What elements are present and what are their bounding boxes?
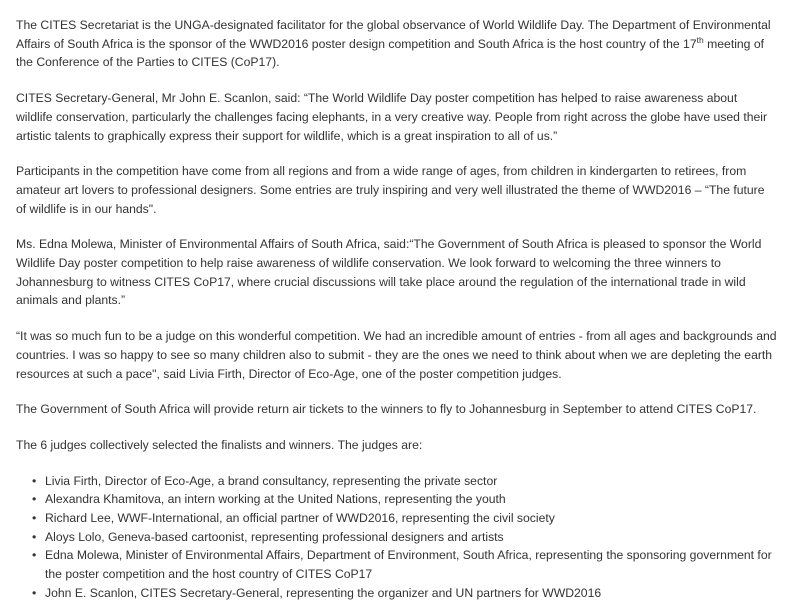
judge-text: John E. Scanlon, CITES Secretary-General, representing the organizer and UN partners for WWD2016 <box>45 585 602 600</box>
paragraph-cites-secretariat-text-end: meeting of the Conference of the Parties to CITES (CoP17). <box>16 36 765 70</box>
judge-text: Alexandra Khamitova, an intern working at the United Nations, representing the youth <box>45 492 506 507</box>
bullet-icon: • <box>32 511 37 526</box>
judge-text: Richard Lee, WWF-International, an official partner of WWD2016, representing the civil society <box>45 511 555 526</box>
list-item <box>32 528 777 547</box>
paragraph-air-tickets: The Government of South Africa will provide return air tickets to the winners to fly to Johannesburg in September to attend CITES CoP17. <box>16 402 757 417</box>
bullet-icon: • <box>32 529 37 544</box>
bullet-icon: • <box>32 492 37 507</box>
paragraph-minister-quote: Ms. Edna Molewa, Minister of Environmental Affairs of South Africa, said:“The Government of South Africa is pleased to sponsor the World Wildlife Day poster competition to help raise awareness of wildlife conservation. We look forward to welcoming the three winners to Johannesburg to witness CITES CoP17, where crucial discussions will take place around the regulation of the international trade in wild animals and plants.” <box>16 237 762 308</box>
judge-text: Edna Molewa, Minister of Environmental Affairs, Department of Environment, South Africa, representing the sponsoring government for the poster competition and the host country of CITES CoP17 <box>45 548 772 582</box>
ordinal-suffix: th <box>696 34 704 45</box>
judges-list <box>16 472 777 603</box>
bullet-icon: • <box>32 473 37 488</box>
paragraph-participants: Participants in the competition have come from all regions and from a wide range of ages, from children in kindergarten to retirees, from amateur art lovers to professional designers. Some entries are truly inspiring and very well illustrated the theme of WWD2016 – “The future of wildlife is in our hands". <box>16 164 765 216</box>
paragraph-secretary-general-quote: CITES Secretary-General, Mr John E. Scanlon, said: “The World Wildlife Day poster competition has helped to raise awareness about wildlife conservation, particularly the challenges facing elephants, in a very creative way. People from right across the globe have used their artistic talents to graphically express their support for wildlife, which is a great inspiration to all of us.” <box>16 91 768 143</box>
list-item <box>32 509 777 528</box>
list-item <box>32 584 777 603</box>
paragraph-cites-secretariat <box>16 16 777 72</box>
paragraph-judges-intro: The 6 judges collectively selected the finalists and winners. The judges are: <box>16 437 423 452</box>
bullet-icon: • <box>32 585 37 600</box>
paragraph-judge-quote: “It was so much fun to be a judge on this wonderful competition. We had an incredible amount of entries - from all ages and backgrounds and countries. I was so happy to see so many children also to submit - they are the ones we need to think about when we are depleting the earth resources at such a pace", said Livia Firth, Director of Eco-Age, one of the poster competition judges. <box>16 329 777 381</box>
judge-text: Aloys Lolo, Geneva-based cartoonist, representing professional designers and artists <box>45 529 504 544</box>
paragraph-cites-secretariat-text: The CITES Secretariat is the UNGA-designated facilitator for the global observance of World Wildlife Day. The Department of Environmental Affairs of South Africa is the sponsor of the WWD2016 poster design competition and South Africa is the host country of the 17 <box>16 18 771 51</box>
bullet-icon: • <box>32 548 37 563</box>
judge-text: Livia Firth, Director of Eco-Age, a brand consultancy, representing the private sector <box>45 473 498 488</box>
list-item <box>32 546 777 583</box>
list-item <box>32 490 777 509</box>
list-item <box>32 472 777 491</box>
